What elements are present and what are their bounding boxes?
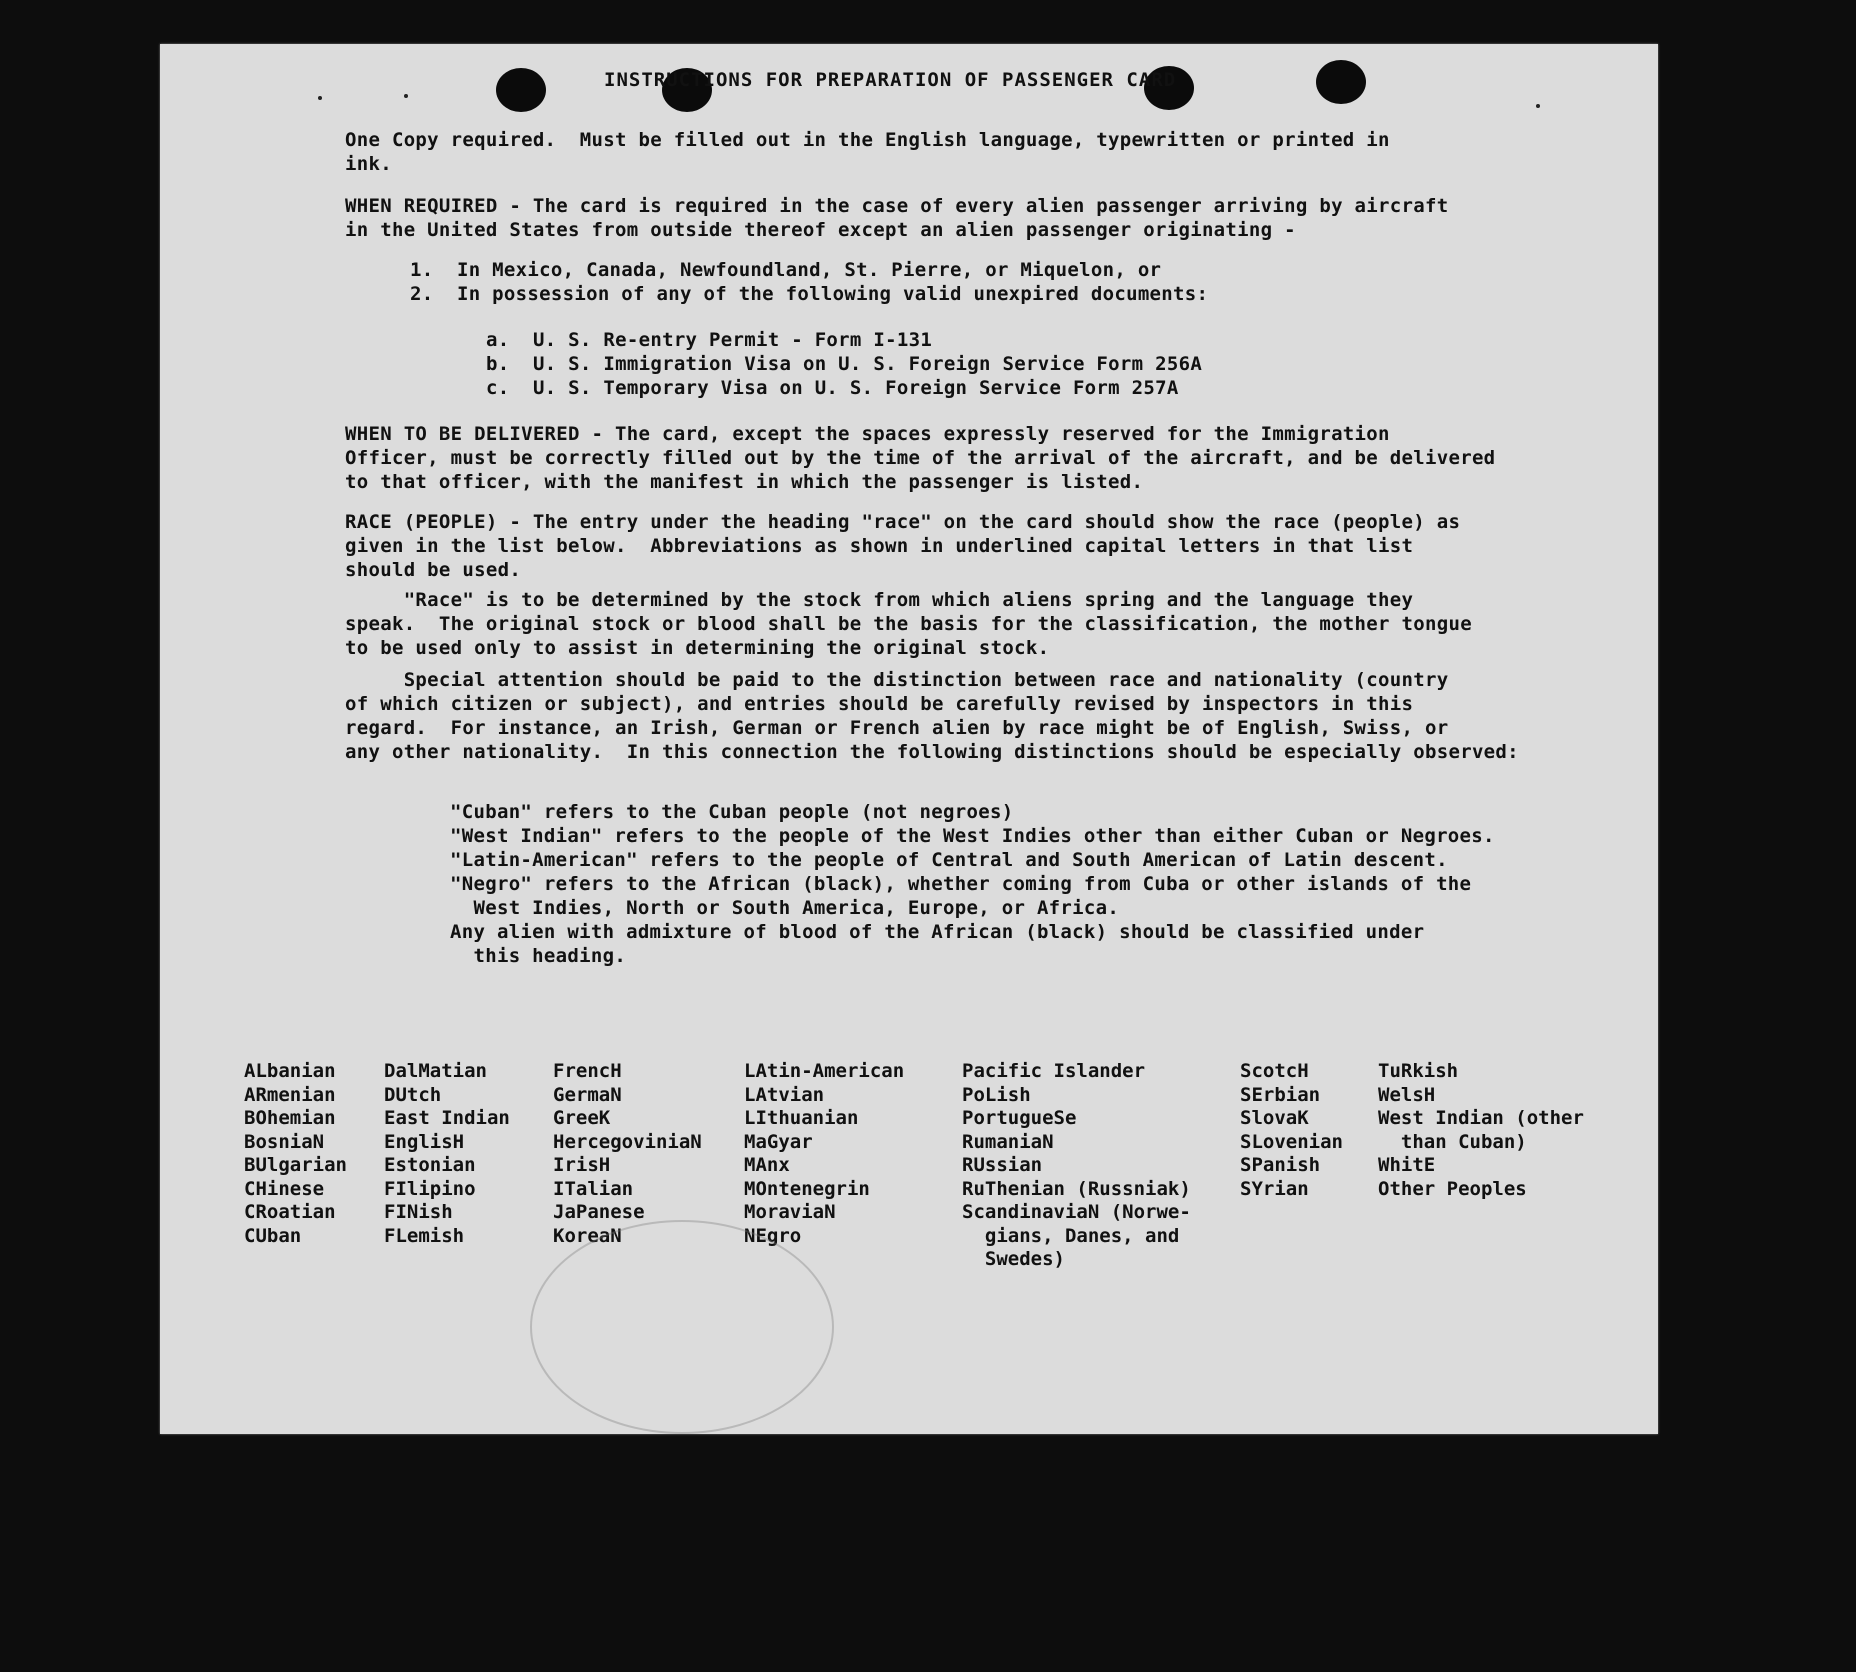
documents-list: a. U. S. Re-entry Permit - Form I-131 b. U. S. Immigration Visa on U. S. Foreign Service Form 256A c. U. S. Temporary Visa on U. S. Foreign Service Form 257A [486, 329, 1203, 399]
distinctions-list: "Cuban" refers to the Cuban people (not negroes) "West Indian" refers to the people of the West Indies other than either Cuban or Negroes. "Latin-American" refers to the people of Central and South American of Latin descent. "Negro" refers to the African (black), whether coming from Cuba or other islands of the West Indies, North or South America, Europe, or Africa. Any alien with admixture of blood of the African (black) should be classified under this heading. [450, 801, 1495, 967]
race-column: ALbanian ARmenian BOhemian BosniaN BUlgarian CHinese CRoatian CUban [244, 1060, 347, 1247]
race-column: TuRkish WelsH West Indian (other than Cuban) WhitE Other Peoples [1378, 1060, 1584, 1200]
race-column: FrencH GermaN GreeK HercegoviniaN IrisH ITalian JaPanese KoreaN [553, 1060, 702, 1247]
special-attention: Special attention should be paid to the distinction between race and nationality (country of which citizen or subject), and entries should be carefully revised by inspectors in this regard. For instance, an Irish, German or French alien by race might be of English, Swiss, or any other nationality. In this connection the following distinctions should be especially observed: [345, 669, 1519, 763]
when-delivered: WHEN TO BE DELIVERED - The card, except the spaces expressly reserved for the Immigration Officer, must be correctly filled out by the time of the arrival of the aircraft, and be delivered to that officer, with the manifest in which the passenger is listed. [345, 423, 1496, 493]
document-title: INSTRUCTIONS FOR PREPARATION OF PASSENGER CARD [604, 69, 1177, 91]
punch-hole [496, 68, 546, 112]
race-column: DalMatian DUtch East Indian EnglisH Estonian FIlipino FINish FLemish [384, 1060, 510, 1247]
punch-hole [1316, 60, 1366, 104]
speck [1536, 104, 1540, 108]
race-column: ScotcH SErbian SlovaK SLovenian SPanish SYrian [1240, 1060, 1343, 1200]
speck [404, 94, 408, 98]
faded-stamp [530, 1220, 834, 1434]
numbered-list: 1. In Mexico, Canada, Newfoundland, St. Pierre, or Miquelon, or 2. In possession of any of the following valid unexpired documents: [410, 259, 1209, 305]
speck [318, 96, 322, 100]
race-paragraph: RACE (PEOPLE) - The entry under the heading "race" on the card should show the race (people) as given in the list below. Abbreviations as shown in underlined capital letters in that list should be used. [345, 511, 1461, 581]
document-sheet [160, 44, 1658, 1434]
race-column: Pacific Islander PoLish PortugueSe RumaniaN RUssian RuThenian (Russniak) ScandinaviaN (Norwe- gians, Danes, and Swedes) [962, 1060, 1191, 1270]
intro-text: One Copy required. Must be filled out in the English language, typewritten or printed in ink. [345, 129, 1390, 175]
race-definition: "Race" is to be determined by the stock from which aliens spring and the language they speak. The original stock or blood shall be the basis for the classification, the mother tongue to be used only to assist in determining the original stock. [345, 589, 1472, 659]
when-required: WHEN REQUIRED - The card is required in the case of every alien passenger arriving by aircraft in the United States from outside thereof except an alien passenger originating - [345, 195, 1449, 241]
race-column: LAtin-American LAtvian LIthuanian MaGyar MAnx MOntenegrin MoraviaN NEgro [744, 1060, 905, 1247]
